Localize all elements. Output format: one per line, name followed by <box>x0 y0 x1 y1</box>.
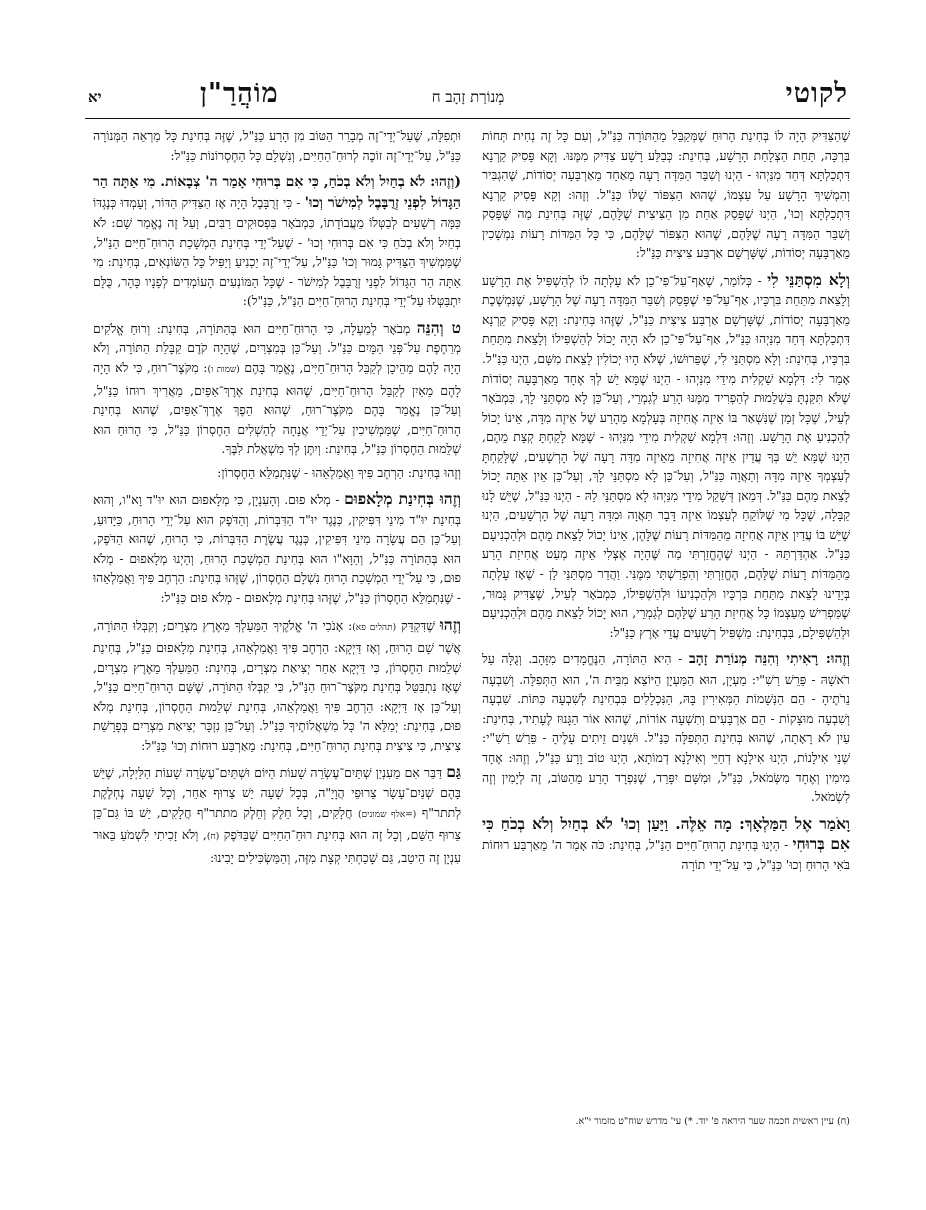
verse-reference: (תהלים פא) <box>352 622 397 633</box>
paragraph-text: שֶׁדִּקְדֵּק <box>396 617 440 633</box>
paragraph-heading: וְלָא מִסְתַּנֵּי לִי <box>767 269 850 289</box>
paragraph-text: : אָנֹכִי ה' אֱלֹקֶיךָ הַמַּעַלְךָ מֵאֶרֶץ מִצְרָיִם; וְקִבְּלוּ הַתּוֹרָה, אֲשֶׁר שָׁם הָרוּחַ, וְאָז דַּיְקָא: הַרְחֶב פִּיךָ וַאֲמַלְאֵהוּ, בְּחִינַת מְלָאפוּם כַּנַּ"ל, בְּחִינַת שְׁלֵמוּת הַחֶסְרוֹן, כִּי דַּיְקָא אַחַר יְצִיאַת מִצְרַיִם, בְּחִינַת: הַמַּעַלְךָ מֵאֶרֶץ מִצְרָיִם, שֶׁאָז נִתְבַּטֵּל בְּחִינַת מִקֹּצֶר־רוּחַ הַנַּ"ל, כִּי קִבְּלוּ הַתּוֹרָה, שֶׁשָּׁם הָרוּחַ־חַיִּים כַּנַּ"ל, וְעַל־כֵּן אָז דַּיְקָא: הַרְחֶב פִּיךָ וַאֲמַלְאֵהוּ, בְּחִינַת שְׁלֵמוּת הַחֶסְרוֹן, בְּחִינַת מְלֹא פוּם, בְּחִינַת: יְמַלֵּא ה' כָּל מִשְׁאֲלוֹתֶיךָ כַּנַּ"ל. וְעַל־כֵּן נִזְכָּר יְצִיאַת מִצְרַיִם בְּפָרָשַׁת צִיצִית, כִּי צִיצִית בְּחִינַת הָרוּחַ־חַיִּים, בְּחִינַת: מֵאַרְבַּע רוּחוֹת וְכוּ' כַּנַּ"ל: <box>93 617 461 753</box>
header-subtitle: מְנוֹרַת זָהָב ח <box>431 88 505 106</box>
page-number: יא <box>88 88 102 106</box>
paragraph-text: - כְּלוֹמַר, שֶׁאַף־עַל־פִּי־כֵן לֹא עָלְתָה לוֹ לְהַשְׁפִּיל אֶת הָרָשָׁע וְלָצֵאת מִתַּחַת בִּרְכָּיו, אַף־עַל־פִּי שֶׁפָּסַק וְשִׁבֵּר הַמִּדָּה רָעָה שֶׁל הָרָשָׁע, שֶׁנִּמְשֶׁכֶת מֵאַרְבָּעָה יְסוֹדוֹת, שֶׁשָּׁרְשָׁם אַרְבַּע צִיצִית כַּנַּ"ל, שֶׁזֶּהוּ בְּחִינַת: וְקָא פָּסִיק קַרְנָא דִּתְכַלְתָּא דְּחַד מִנַּיְהוּ כַּנַּ"ל, אַף־עַל־פִּי־כֵן לֹא הָיָה יָכוֹל לְהַשְׁפִּילוֹ וְלָצֵאת מִתַּחַת בִּרְכָּיו, בְּחִינַת: וְלָא מִסְתַּנֵּי לִי, שֶׁפֵּרוּשׁוֹ, שֶׁלֹּא הָיוּ יְכוֹלִין לָצֵאת מִשָּׁם, הַיְנוּ כַּנַּ"ל. אָמַר לִי: דִּלְמָא שַׁקְלִית מִידֵי מִנַּיְהוּ - הַיְנוּ שֶׁמָּא יֵשׁ לְךָ אֶחָד מֵאַרְבָּעָה יְסוֹדוֹת שֶׁלֹּא תִּקַּנְתָּ בִּשְׁלֵמוּת לְהַפְרִיד מִמֶּנּוּ הָרַע לְגַמְרֵי, וְעַל־כֵּן לָא מִסְתַּנֵּי לָךְ, כִּמְבֹאָר לְעֵיל, שֶׁכָּל זְמַן שֶׁנִּשְׁאַר בּוֹ אֵיזֶה אֲחִיזָה בְּעָלְמָא מֵהָרַע שֶׁל אֵיזֶה מִדָּה, אֵינוֹ יָכוֹל לְהַכְנִיעַ אֶת הָרָשָׁע. וְזֶהוּ: דִּלְמָא שַׁקְלִית מִידֵי מִנַּיְהוּ - שֶׁמָּא לָקַחְתָּ קְצָת מֵהֶם, הַיְנוּ שֶׁמָּא יֵשׁ בְּךָ עֲדַיִן אֵיזֶה אֲחִיזָה מֵאֵיזֶה מִדָּה רָעָה שֶׁל הָרְשָׁעִים, שֶׁלָּקַחְתָּ לְעַצְמְךָ אֵיזֶה מִדָּה וְתַאֲוָה כַּנַּ"ל, וְעַל־כֵּן לָא מִסְתַּנֵּי לָךְ, וְעַל־כֵּן אֵין אַתָּה יָכוֹל לָצֵאת מֵהֶם כַּנַּ"ל. דְּמַאן דְּשָׁקֵל מִידֵי מִנַּיְהוּ לָא מִסְתַּנֵּי לֵהּ - הַיְנוּ כַּנַּ"ל, שֶׁיֵּשׁ לָנוּ קַבָּלָה, שֶׁכָּל מִי שֶׁלּוֹקֵחַ לְעַצְמוֹ אֵיזֶה דָּבָר תַּאֲוָה וּמִדָּה רָעָה שֶׁל הָרְשָׁעִים, הַיְנוּ שֶׁיֵּשׁ בּוֹ עֲדַיִן אֵיזֶה אֲחִיזָה מֵהַמִּדּוֹת רָעוֹת שֶׁלָּהֶן, אֵינוֹ יָכוֹל לָצֵאת מֵהֶם וּלְהַכְנִיעָם כַּנַּ"ל. אַהְדַּרְתֵּהּ - הַיְנוּ שֶׁהֶחֱזַרְתִּי מַה שֶּׁהָיָה אֶצְלִי אֵיזֶה מְעַט אֲחִיזַת הָרַע מֵהַמִּדּוֹת רָעוֹת שֶׁלָּהֶם, הֶחֱזַרְתִּי וְהִפְרַשְׁתִּי מִמֶּנִּי. וַהֲדַר מִסְתַּנֵּי לָן - שֶׁאָז עָלְתָה בְּיָדֵינוּ לָצֵאת מִתַּחַת בִּרְכָּיו וּלְהַכְנִיעוֹ וּלְהַשְׁפִּילוֹ, כִּמְבֹאָר לְעֵיל, שֶׁצַּדִּיק גָּמוּר, שֶׁמַּפְרִישׁ מֵעַצְמוֹ כָּל אֲחִיזַת הָרַע שֶׁלָּהֶם לְגַמְרֵי, הוּא יָכוֹל לָצֵאת מֵהֶם וּלְהַכְנִיעָם וּלְהַשְׁפִּילָם, בִּבְחִינַת: מַשְׁפִּיל רְשָׁעִים עֲדֵי אָרֶץ כַּנַּ"ל: <box>482 272 850 640</box>
left-column <box>93 126 461 1076</box>
paragraph-text: דַּבֵּר אִם מֵעִנְיַן שְׁתַּיִם־עֶשְׂרֵה שָׁעוֹת הַיּוֹם וּשְׁתַּיִם־עֶשְׂרֵה שָׁעוֹת הַלַּיְלָה, שֶׁיֵּשׁ בָּהֶם שְׁנַיִם־עָשָׂר צֵרוּפֵי הֲוָיָ"ה, בְּכָל שָׁעָה יֵשׁ צֵרוּף אַחֵר, וְכָל שָׁעָה נֶחְלֶקֶת לְתתר"ף <box>93 765 461 820</box>
section-heading: ט וְהִנֵּה <box>416 317 461 337</box>
paragraph-text: מְבֹאָר לְמַעְלָה, כִּי הָרוּחַ־חַיִּים הוּא בְּהַתּוֹרָה, בְּחִינַת: וְרוּחַ אֱלֹקִים מְרַחֶפֶת עַל־פְּנֵי הַמָּיִם כַּנַּ"ל. וְעַל־כֵּן בְּמִצְרַיִם, שֶׁהָיָה קֹדֶם קַבָּלַת הַתּוֹרָה, וְלֹא הָיָה לָהֶם מֵהֵיכָן לְקַבֵּל הָרוּחַ־חַיִּים, נֶאֱמַר בָּהֶם <box>93 320 462 376</box>
paragraph <box>482 649 850 806</box>
paragraph-text: - כִּי זְרֻבָּבֶל הָיָה אָז הַצַּדִּיק הַדּוֹר, וְעָמְדוּ כְּנֶגְדּוֹ כַּמָּה רְשָׁעִים לְבַטְּלוֹ מֵעֲבוֹדָתוֹ, כִּמְבֹאָר בִּפְסוּקִים רַבִּים, וְעַל זֶה נֶאֱמַר שָׁם: לֹא בְחַיִל וְלֹא בְכֹחַ כִּי אִם בְּרוּחִי וְכוּ' - שֶׁעַל־יְדֵי בְּחִינַת הַמְשָׁכַת הָרוּחַ־חַיִּים הַנַּ"ל, שֶׁמַּמְשִׁיךְ הַצַּדִּיק גָּמוּר וְכוּ' כַּנַּ"ל, עַל־יְדֵי־זֶה יַכְנִיעַ וְיַפִּיל כָּל הַשּׂוֹנְאִים, בְּחִינַת: מִי אַתָּה הַר הַגָּדוֹל לִפְנֵי זְרֻבָּבֶל לְמִישֹׁר - שֶׁכָּל הַמּוֹנְעִים הָעוֹמְדִים לְפָנָיו כָּהָר, כֻּלָּם יִתְבַּטְּלוּ עַל־יְדֵי בְּחִינַת הָרוּחַ־חַיִּים הַנַּ"ל, כַּנַּ"ל): <box>93 194 461 309</box>
header-rule <box>85 118 850 119</box>
paragraph <box>93 126 461 165</box>
paragraph-heading: וְזֶהוּ בְּחִינַת מְלָאפוּם <box>344 489 461 509</box>
paragraph <box>93 318 461 459</box>
paragraph <box>482 270 850 642</box>
paragraph-text: וְזֶהוּ בְּחִינַת: הַרְחֶב פִּיךָ וַאֲמַלְאֵהוּ - שֶׁנִּתְמַלֵּא הַחֶסְרוֹן: <box>217 464 461 480</box>
paragraph-heading: וְזֶהוּ: רָאִיתִי וְהִנֵּה מְנוֹרַת זָהָב <box>688 651 850 668</box>
paragraph-text: - הִיא הַתּוֹרָה, הַנֶּחֱמָדִים מִזָּהָב. וְגֻלָּה עַל רֹאשָׁהּ - פֵּרֵשׁ רַשִׁ"י: מַעְיָן, הוּא הַמַּעְיָן הַיּוֹצֵא מִבֵּית ה', הוּא הַתְּפִלָּה. וְשִׁבְעָה נֵרֹתֶיהָ - הֵם הַנְּשָׁמוֹת הַמְּאִירִין בָּהּ, הַנִּכְלָלִים בִּבְחִינַת לְשִׁבְעָה כִּתּוֹת. שִׁבְעָה וְשִׁבְעָה מוּצָקוֹת - הֵם אַרְבָּעִים וְתִשְׁעָה אוֹרוֹת, שֶׁהוּא אוֹר הַגָּנוּז לֶעָתִיד, בְּחִינַת: עַיִן לֹא רָאָתָה, שֶׁהוּא בְּחִינַת הַתְּפִלָּה כַּנַּ"ל. וּשְׁנַיִם זֵיתִים עָלֶיהָ - פֵּרֵשׁ רַשִׁ"י: שְׁנֵי אִילָנוֹת, הַיְנוּ אִילָנָא דְחַיֵּי וְאִילָנָא דְמוֹתָא, הַיְנוּ טוֹב וָרָע כַּנַּ"ל, וְזֶהוּ: אֶחָד מִימִין וְאֶחָד מִשְּׂמֹאל, כַּנַּ"ל, וּמִשָּׁם יִפָּרֵד, שֶׁנִּפְרָד הָרַע מֵהַטּוֹב, זֶה לְיָמִין וְזֶה לִשְׂמֹאל. <box>482 651 850 805</box>
inline-note: (=אלף שמונים) <box>358 809 417 820</box>
paragraph <box>93 615 461 756</box>
paragraph-text: - מְלֹא פוּם. וְהָעִנְיָן, כִּי מְלָאפוּם הוּא יוּ"ד וָא"ו, וְהוּא בְּחִינַת יוּ"ד מִינֵי דִּפִּיקִין, כְּנֶגֶד יוּ"ד הַדִּבְּרוֹת, וְהַדֹּפֶק הוּא עַל־יְדֵי הָרוּחַ, כַּיָּדוּעַ, וְעַל־כֵּן הֵם עֲשָׂרָה מִינֵי דִּפִּיקִין, כְּנֶגֶד עֲשֶׂרֶת הַדִּבְּרוֹת, כִּי הָרוּחַ, שֶׁהוּא הַדֹּפֶק, הוּא בְּהַתּוֹרָה כַּנַּ"ל, וְהַוָּא"ו הוּא בְּחִינַת הַמְשָׁכַת הָרוּחַ, וְהַיְנוּ מְלָאפוּם - מְלֹא פוּם, כִּי עַל־יְדֵי הַמְשָׁכַת הָרוּחַ נִשְׁלָם הַחֶסְרוֹן, שֶׁזֶּהוּ בְּחִינַת: הַרְחֶב פִּיךָ וַאֲמַלְאֵהוּ - שֶׁנִּתְמַלֵּא הַחֶסְרוֹן כַּנַּ"ל, שֶׁזֶּהוּ בְּחִינַת מְלָאפוּם - מְלֹא פוּם כַּנַּ"ל: <box>93 492 461 606</box>
paragraph-heading: וְזֶהוּ <box>439 614 461 634</box>
paragraph-text: חֲלָקִים, וְכָל חֵלֶק וְחֵלֶק מתתר"ף חֲלָקִים, יֵשׁ בּוֹ גַּם־כֵּן צֵרוּף הַשֵּׁם, וְכָל זֶה הוּא בְּחִינַת רוּחַ־הַחַיִּים שֶׁבַּדֹּפֶק <box>93 804 461 843</box>
paragraph <box>93 172 461 311</box>
paragraph-text: וּתְפִלָּה, שֶׁעַל־יְדֵי־זֶה מְבָרֵר הַטּוֹב מִן הָרַע כַּנַּ"ל, שֶׁזֶּה בְּחִינַת כָּל מַרְאֵה הַמְּנוֹרָה כַּנַּ"ל, עַל־יְדֵי־זֶה זוֹכֶה לְרוּחַ־הַחַיִּים, וְנִשְׁלָם כָּל הַחֶסְרוֹנוֹת כַּנַּ"ל: <box>93 128 461 163</box>
paragraph-text: שֶׁהַצַּדִּיק הָיָה לוֹ בְּחִינַת הָרוּחַ שֶׁמְּקַבֵּל מֵהַתּוֹרָה כַּנַּ"ל, וְעִם כָּל זֶה נְחִית תְּחוֹת בִּרְכָּה, תַּחַת הַצְלָחַת הָרָשָׁע, בְּחִינַת: כְּבַלַּע רָשָׁע צַדִּיק מִמֶּנּוּ. וְקָא פָּסִיק קַרְנָא דִּתְכַלְתָּא דְּחַד מִנַּיְהוּ - הַיְנוּ וְשִׁבֵּר הַמִּדָּה רָעָה מֵאַחַד מֵאַרְבָּעָה יְסוֹדוֹת, שֶׁהִגְבִּיר וְהִמְשִׁיךְ הָרָשָׁע עַל עַצְמוֹ, שֶׁהוּא הַצִּפּוֹר שֶׁלּוֹ כַּנַּ"ל. וְזֶהוּ: וְקָא פָּסִיק קַרְנָא דִּתְכַלְתָּא וְכוּ', הַיְנוּ שֶׁפָּסַק אַחַת מִן הַצִּיצִית שֶׁלָּהֶם, שֶׁזֶּה בְּחִינַת מַה שֶּׁפָּסַק וְשִׁבֵּר הַמִּדָּה רָעָה שֶׁלָּהֶם, שֶׁהוּא הַצִּפּוֹר שֶׁלָּהֶם, כִּי כָּל הַמִּדּוֹת רָעוֹת נִמְשָׁכִין מֵאַרְבָּעָה יְסוֹדוֹת, שֶׁשָּׁרְשָׁם אַרְבַּע צִיצִית כַּנַּ"ל: <box>482 128 850 261</box>
paragraph-text: , וְלֹא זָכִיתִי לִשְׁמֹעַ בֵּאוּר עִנְיָן זֶה הֵיטֵב, גַּם שָׁכַחְתִּי קְצָת מִזֶּה, וְהַמַּשְׂכִּילִים יָבִינוּ: <box>93 827 461 865</box>
paragraph <box>482 814 850 875</box>
paragraph-heading: (וְזֶהוּ: לֹא בְחַיִל וְלֹא בְכֹחַ, כִּי אִם בְּרוּחִי אָמַר ה' צְבָאוֹת. מִי אַתָּה הַר הַגָּדוֹל לִפְנֵי זְרֻבָּבֶל לְמִישֹׁר וְכוּ' <box>93 174 461 211</box>
paragraph-heading: וָאֹמַר אֶל הַמַּלְאָךְ: מָה אֵלֶּה. וַיַּעַן וְכוּ' לֹא בְחַיִל וְלֹא בְכֹחַ כִּי אִם בְּרוּחִי <box>482 813 850 854</box>
page-header <box>88 78 848 118</box>
right-column <box>482 126 850 1036</box>
paragraph <box>93 489 461 607</box>
paragraph-text: : מִקֹּצֶר־רוּחַ, כִּי לֹא הָיָה לָהֶם מֵאַיִן לְקַבֵּל הָרוּחַ־חַיִּים, שֶׁהוּא בְּחִינַת אֶרֶךְ־אַפַּיִם, מַאֲרִיךְ רוּחוֹ כַּנַּ"ל, וְעַל־כֵּן נֶאֱמַר בָּהֶם מִקֹּצֶר־רוּחַ, שֶׁהוּא הֵפֶךְ אֶרֶךְ־אַפַּיִם, שֶׁהוּא בְּחִינַת הָרוּחַ־חַיִּים, שֶׁמַּמְשִׁיכִין עַל־יְדֵי אֲנָחָה לְהַשְׁלִים הַחֶסְרוֹן כַּנַּ"ל, כִּי הָרוּחַ הוּא שְׁלֵמוּת הַחֶסְרוֹן כַּנַּ"ל, בְּחִינַת: וְיִתֶּן לְךָ מִשְׁאֲלֹת לִבֶּךָ. <box>93 360 461 457</box>
verse-reference: (שמות ו) <box>207 365 240 376</box>
paragraph-heading: גַּם <box>446 762 461 782</box>
paragraph-text: - הַיְנוּ בְּחִינַת הָרוּחַ־חַיִּים הַנַּ"ל, בְּחִינַת: כֹּה אָמַר ה' מֵאַרְבַּע רוּחוֹת בֹּאִי הָרוּחַ וְכוּ' כַּנַּ"ל, כִּי עַל־יְדֵי תוֹרָה <box>482 837 850 872</box>
paragraph <box>93 762 461 867</box>
header-title-right: לקוטי <box>785 78 848 109</box>
paragraph <box>482 126 850 263</box>
footnote-marker: (ח) <box>206 832 220 843</box>
paragraph <box>93 463 461 483</box>
header-title-left: מוֹהֲרַ"ן <box>200 78 279 109</box>
footnote: (ח) עיין ראשית חכמה שער היראה פ' יוד. *) עי' מדרש שוח"ט מזמור י"א. <box>575 1116 850 1127</box>
